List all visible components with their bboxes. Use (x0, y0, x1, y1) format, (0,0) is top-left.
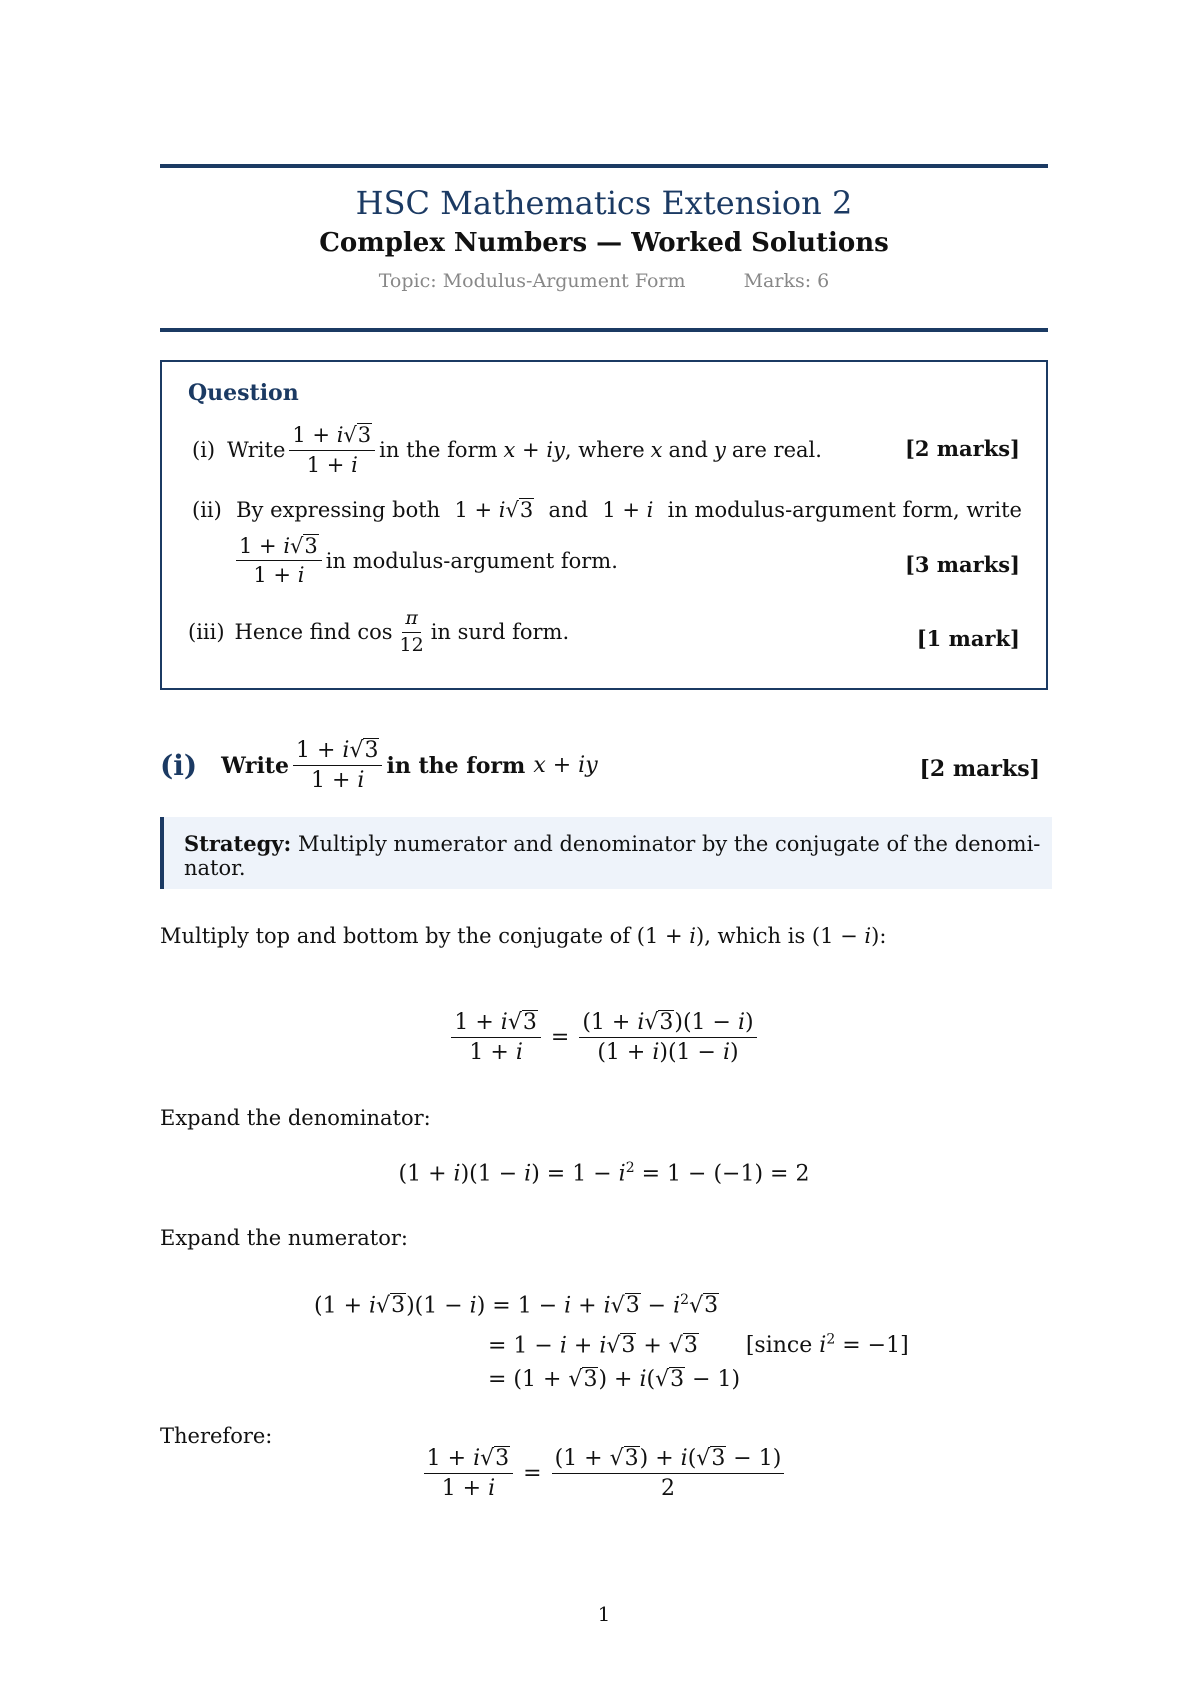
section-label: (i) (160, 749, 198, 783)
page-meta (0, 270, 1200, 292)
equation-denominator: $(1 + i)(1 - i) = 1 - i^2 = 1 - (-1) = 2$ (398, 1160, 810, 1187)
page-title: HSC Mathematics Extension 2 (355, 184, 853, 222)
fraction: $\frac{1 + i√3}{1 + i}$ (289, 423, 375, 476)
part-text: in the form (379, 438, 498, 462)
part-text: are real. (731, 438, 822, 462)
page-subtitle: Complex Numbers — Worked Solutions (319, 228, 889, 258)
strategy-label: Strategy: (184, 831, 292, 856)
equation-numerator-step2: = 1 − i + i√3 + √3 [since $i^2 = -1$] (488, 1332, 909, 1359)
part-text: Write (227, 438, 286, 462)
part-text: By expressing both (236, 498, 441, 523)
bottom-rule (160, 328, 1048, 332)
page-number: 1 (597, 1602, 611, 1626)
step-multiply: Multiply top and bottom by the conjugate of (1 + i), which is (1 − i): (160, 924, 887, 948)
part-text: and (668, 438, 709, 462)
question-box (160, 360, 1048, 690)
step-text: , which is (704, 924, 806, 948)
top-rule (160, 164, 1048, 168)
part-label: (iii) (188, 620, 225, 645)
question-part-i: (i) Write $\frac{1 + i√3}{1 + i}$ in the form x + iy , where x and y are real. (192, 423, 822, 477)
marks-badge: [2 marks] (904, 436, 1020, 461)
marks-label: Marks: 6 (743, 270, 830, 292)
strategy-body: Multiply numerator and denominator by the conjugate of the denomi- (297, 832, 1041, 856)
section-heading: (i) Write $\frac{1 + i√3}{1 + i}$ in the form x + iy (160, 738, 598, 794)
part-label: (i) (192, 438, 216, 462)
topic-label: Topic: Modulus-Argument Form (378, 270, 686, 292)
part-text: and (548, 498, 589, 523)
strategy-box (160, 817, 1052, 889)
marks-badge: [3 marks] (904, 552, 1020, 577)
equation-result: $\frac{1 + i√3}{1 + i}$ = $\frac{(1 + √3) + i(√3 - 1)}{2}$ (0, 1446, 1200, 1502)
question-part-ii-line2 (232, 534, 618, 587)
part-text: in surd form. (430, 620, 570, 645)
question-part-ii: (ii) By expressing both 1 + i√3 and 1 + i in modulus-argument form, write (192, 498, 1022, 523)
step-expand-numerator: Expand the numerator: (160, 1226, 408, 1250)
part-text: Hence find cos (234, 620, 393, 645)
equation-numerator-step3: = (1 + √3) + i(√3 − 1) (488, 1367, 741, 1392)
fraction: $\frac{1 + i√3}{1 + i}$ (293, 738, 383, 794)
since-note: [since (745, 1333, 813, 1359)
section-marks: [2 marks] (919, 756, 1040, 782)
part-text: in modulus-argument form. (325, 548, 618, 573)
equation-conjugate: $\frac{1 + i√3}{1 + i}$ = $\frac{(1 + i√3)(1 - i)}{(1 + i)(1 - i)}$ (0, 1010, 1200, 1066)
strategy-text (184, 831, 1044, 880)
fraction: $\frac{1 + i√3}{1 + i}$ (236, 534, 322, 587)
part-label: (ii) (192, 498, 222, 523)
fraction: $\frac{\pi}{12}$ (399, 607, 424, 656)
step-therefore: Therefore: (160, 1424, 273, 1448)
question-heading: Question (188, 380, 299, 406)
question-part-iii (188, 608, 569, 657)
section-text: Write (221, 752, 289, 779)
part-text: , where (564, 438, 645, 462)
equation-numerator: $(1 + i√3)(1 - i) = 1 - i + i√3 - i^2√3$ (314, 1292, 719, 1319)
step-expand-denominator: Expand the denominator: (160, 1106, 431, 1130)
step-text: Multiply top and bottom by the conjugate of (160, 924, 631, 948)
marks-badge: [1 mark] (916, 626, 1020, 651)
strategy-body-cont: nator. (184, 856, 246, 880)
section-text: in the form (386, 752, 526, 779)
part-text: in modulus-argument form, write (667, 498, 1022, 523)
